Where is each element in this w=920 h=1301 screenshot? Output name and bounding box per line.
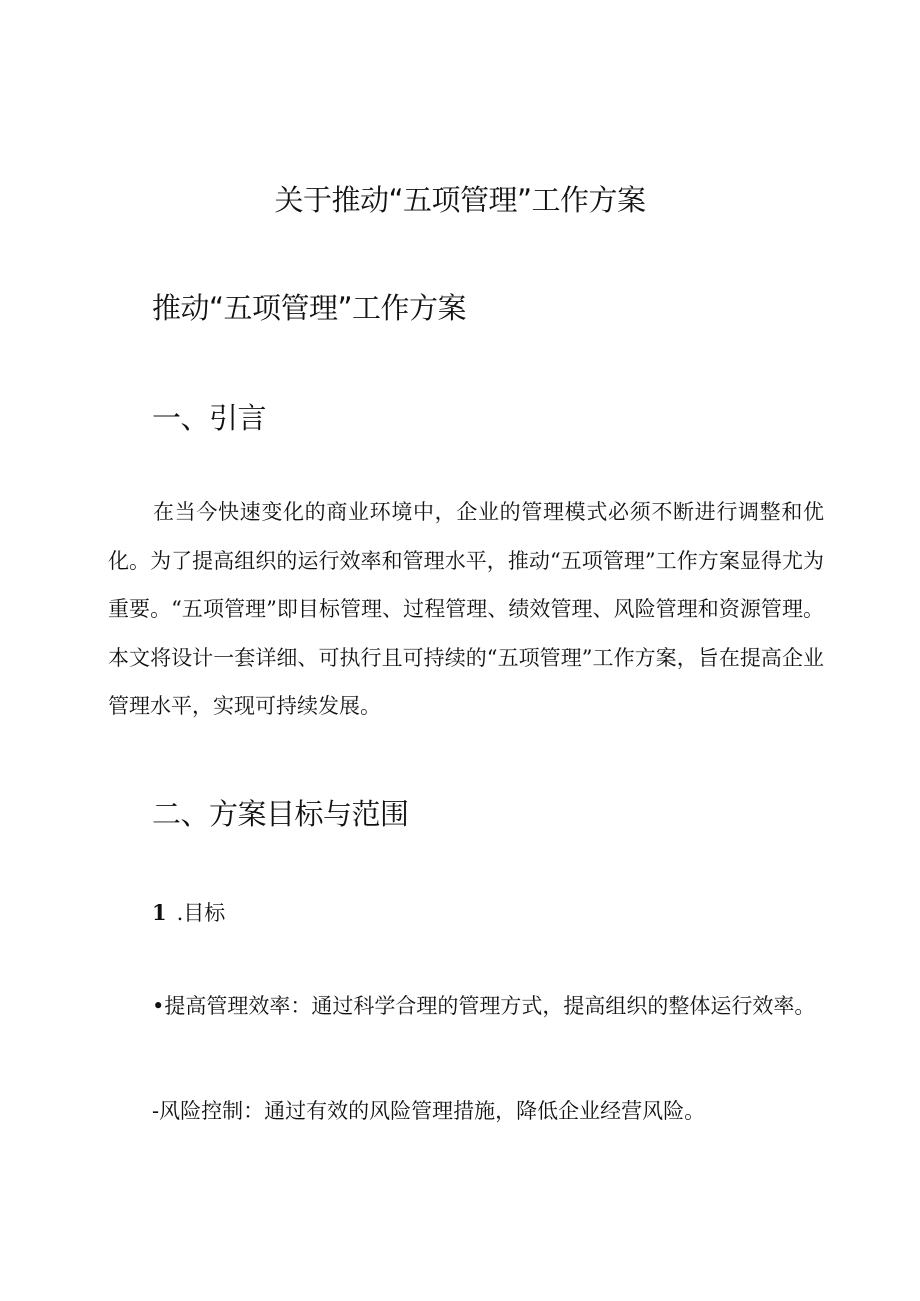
document-title: 关于推动“五项管理”工作方案 [274,183,646,217]
introduction-paragraph: 在当今快速变化的商业环境中，企业的管理模式必须不断进行调整和优化。为了提高组织的运行效率和管理水平，推动“五项管理”工作方案显得尤为重要。“五项管理”即目标管理、过程管理、绩效管理、风险管理和资源管理。本文将设计一套详细、可执行且可持续的“五项管理”工作方案，旨在提高企业管理水平，实现可持续发展。 [108,500,824,718]
document-subtitle: 推动“五项管理”工作方案 [152,291,467,325]
section-heading-introduction: 一、引言 [152,401,267,435]
subheading-goals [152,897,225,929]
subheading-number: 1 [152,900,167,925]
list-item: -风险控制：通过有效的风险管理措施，降低企业经营风险。 [152,1099,706,1123]
subheading-label: .目标 [176,901,226,925]
list-item: •提高管理效率：通过科学合理的管理方式，提高组织的整体运行效率。 [152,994,816,1018]
section-heading-goals-scope: 二、方案目标与范围 [152,797,409,831]
